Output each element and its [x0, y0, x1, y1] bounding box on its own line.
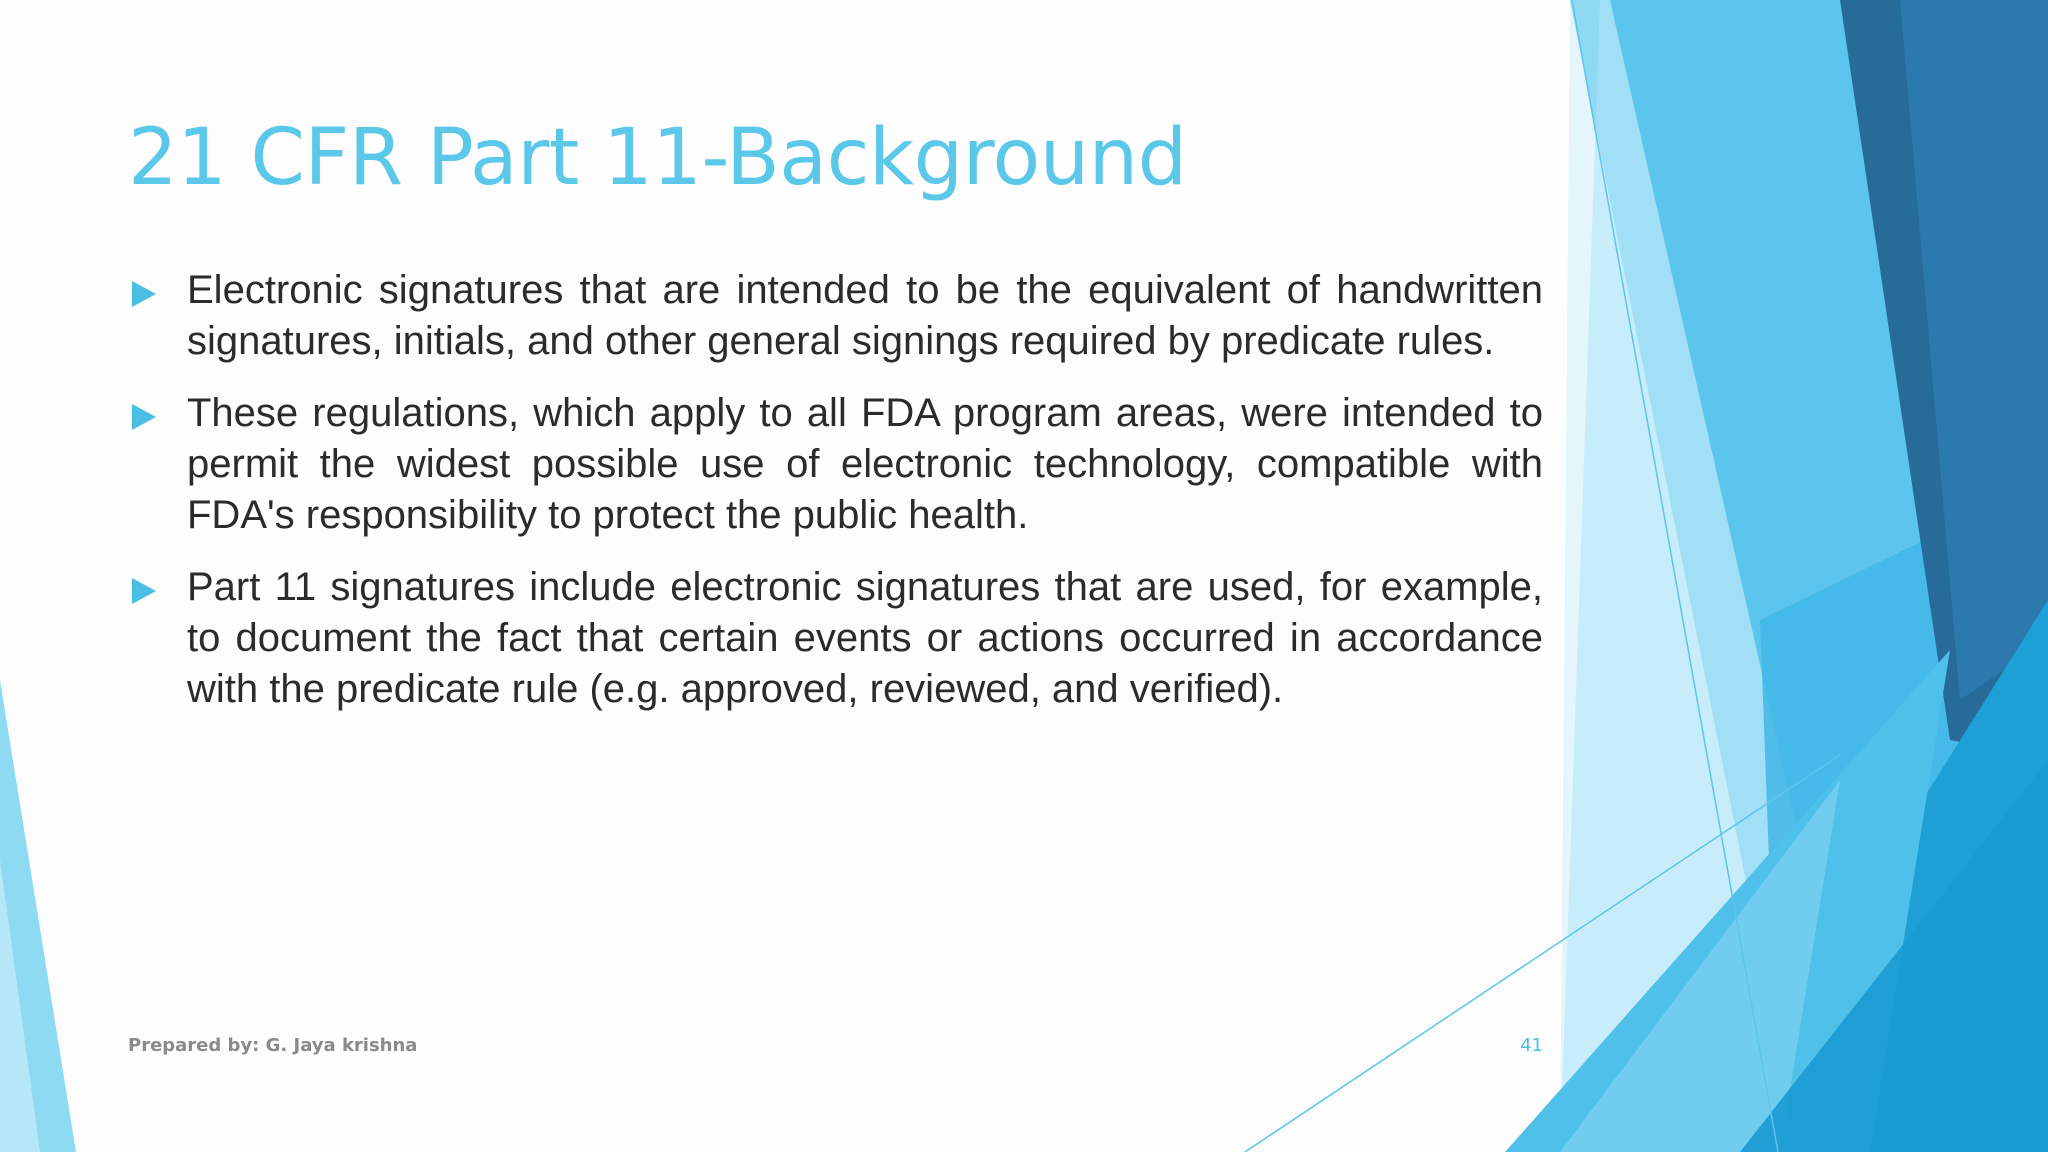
bullet-item	[128, 388, 1543, 541]
triangle-right-icon	[132, 281, 156, 307]
bullet-text: These regulations, which apply to all FDA program areas, were intended to permit the widest possible use of electronic technology, compatible with FDA's responsibility to protect the public health.	[187, 391, 1543, 537]
bullet-text: Part 11 signatures include electronic signatures that are used, for example, to document the fact that certain events or actions occurred in accordance with the predicate rule (e.g. approved, reviewed, and verified).	[187, 565, 1543, 711]
bullet-text: Electronic signatures that are intended to be the equivalent of handwritten signatures, initials, and other general signings required by predicate rules.	[187, 268, 1543, 363]
triangle-right-icon	[132, 578, 156, 604]
footer-author: Prepared by: G. Jaya krishna	[128, 1035, 418, 1056]
slide-title: 21 CFR Part 11-Background	[128, 113, 1187, 203]
bullet-list	[128, 265, 1543, 736]
triangle-right-icon	[132, 404, 156, 430]
bullet-item	[128, 265, 1543, 367]
page-number: 41	[1520, 1035, 1543, 1056]
bullet-item	[128, 562, 1543, 715]
